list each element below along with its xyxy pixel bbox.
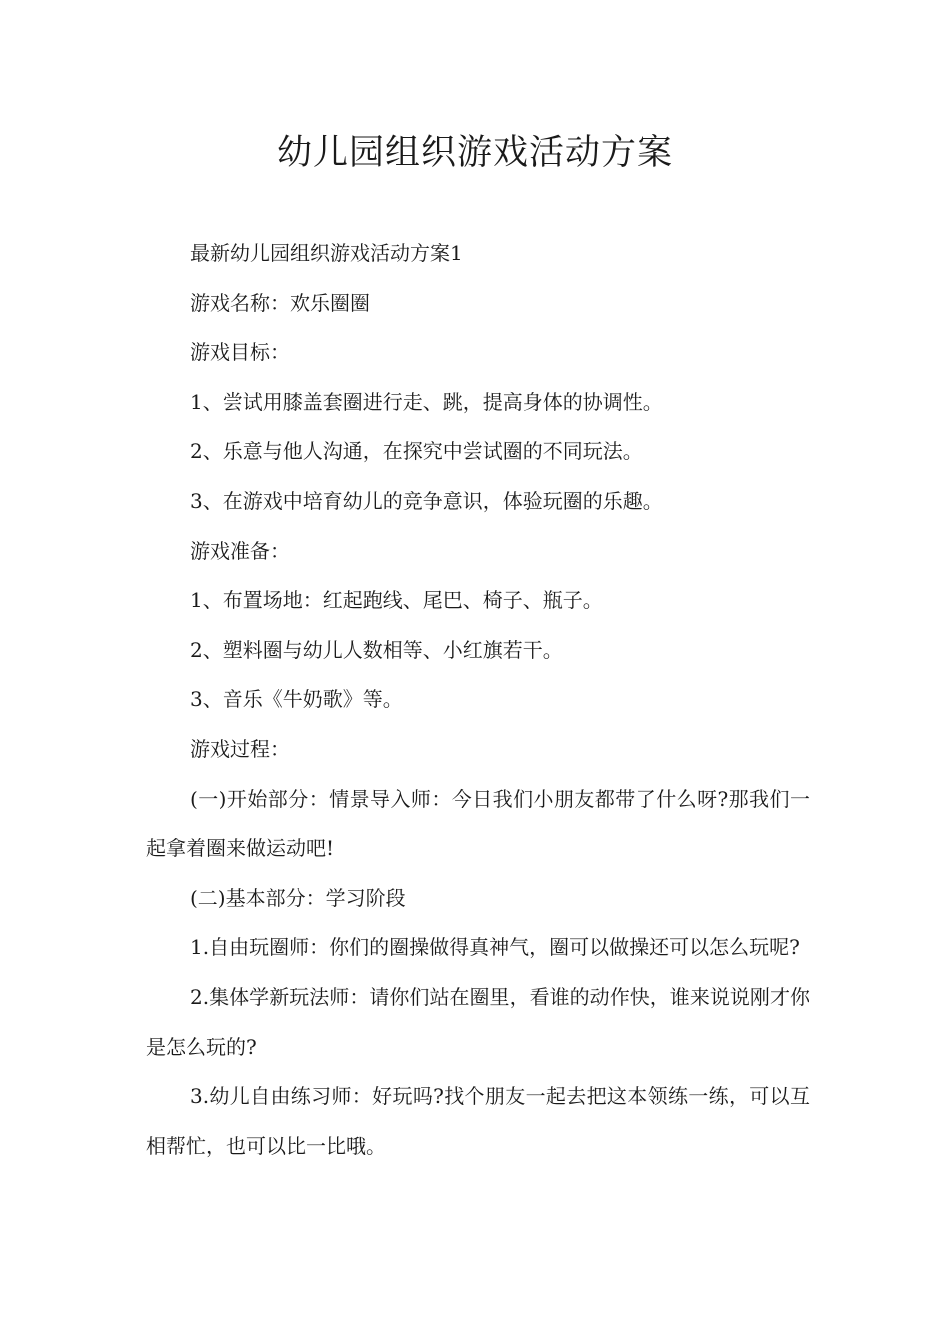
paragraph-prep-heading: 游戏准备：	[190, 538, 290, 563]
paragraph-goal-1: 1、尝试用膝盖套圈进行走、跳，提高身体的协调性。	[190, 389, 663, 414]
document-body	[146, 229, 810, 1171]
paragraph-process-part-2: (二)基本部分：学习阶段	[190, 885, 406, 910]
paragraph-prep-3: 3、音乐《牛奶歌》等。	[190, 687, 403, 712]
paragraph-goal-3: 3、在游戏中培育幼儿的竞争意识，体验玩圈的乐趣。	[190, 488, 663, 513]
paragraph-goals-heading: 游戏目标：	[190, 340, 290, 365]
paragraph-step-2: 2.集体学新玩法师：请你们站在圈里，看谁的动作快，谁来说说刚才你是怎么玩的?	[146, 984, 810, 1059]
document-title: 幼儿园组织游戏活动方案	[276, 133, 673, 173]
paragraph-process-heading: 游戏过程：	[190, 736, 290, 761]
paragraph-game-name: 游戏名称：欢乐圈圈	[190, 290, 370, 315]
paragraph-goal-2: 2、乐意与他人沟通，在探究中尝试圈的不同玩法。	[190, 439, 643, 464]
paragraph-step-1: 1.自由玩圈师：你们的圈操做得真神气，圈可以做操还可以怎么玩呢?	[190, 935, 800, 960]
paragraph-prep-1: 1、布置场地：红起跑线、尾巴、椅子、瓶子。	[190, 588, 603, 613]
paragraph-step-3: 3.幼儿自由练习师：好玩吗?找个朋友一起去把这本领练一练，可以互相帮忙，也可以比一比哦。	[146, 1084, 810, 1158]
paragraph-prep-2: 2、塑料圈与幼儿人数相等、小红旗若干。	[190, 637, 563, 662]
paragraph-process-part-1: (一)开始部分：情景导入师：今日我们小朋友都带了什么呀?那我们一起拿着圈来做运动吧!	[146, 786, 810, 861]
paragraph-subtitle: 最新幼儿园组织游戏活动方案1	[190, 241, 463, 265]
